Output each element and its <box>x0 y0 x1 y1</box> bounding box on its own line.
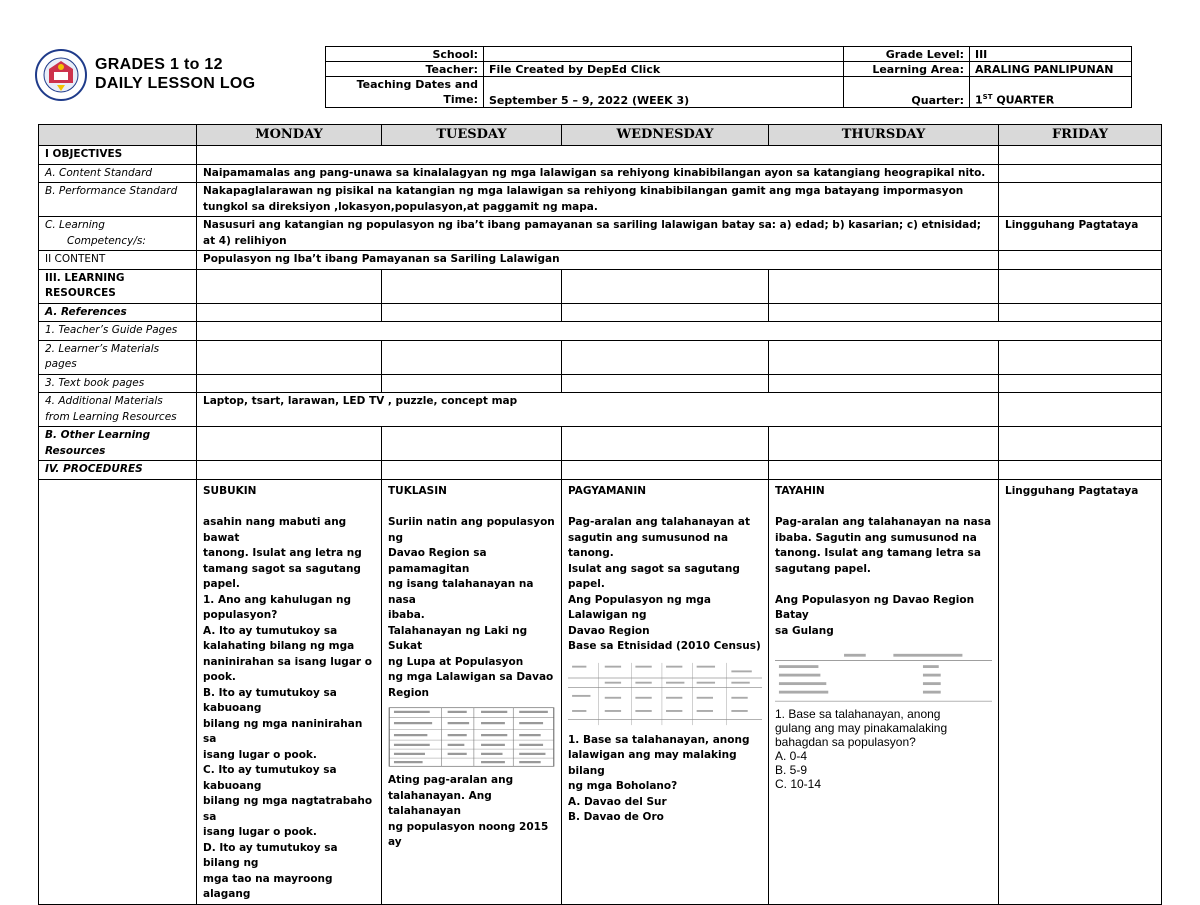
thursday-line: Pag-aralan ang talahanayan na nasa <box>775 516 992 528</box>
objectives-label: I OBJECTIVES <box>39 146 197 165</box>
content-standard-label: A. Content Standard <box>39 164 197 183</box>
tuesday-line: ng isang talahanayan na nasa <box>388 578 534 606</box>
monday-head: SUBUKIN <box>203 484 257 497</box>
thursday-after-lines <box>775 707 992 791</box>
tuesday-table-image <box>388 707 555 767</box>
quarter-word: QUARTER <box>992 94 1055 107</box>
cell <box>382 427 562 461</box>
cell <box>999 374 1162 393</box>
wednesday-after-lines <box>568 733 762 826</box>
wednesday-line: Ang Populasyon ng mga Lalawigan ng <box>568 593 711 621</box>
friday-cell <box>999 479 1162 904</box>
deped-seal-logo <box>35 45 87 105</box>
content-standard-row <box>39 164 1162 183</box>
day-thursday: THURSDAY <box>769 125 999 146</box>
additional-row <box>39 393 1162 427</box>
monday-line: kalahating bilang ng mga <box>203 640 355 652</box>
lesson-log-table <box>38 124 1162 905</box>
additional-label-1: 4. Additional Materials <box>45 395 163 407</box>
monday-line: mga tao na mayroong alagang <box>203 872 333 900</box>
content-label: II CONTENT <box>39 251 197 270</box>
textbook-row <box>39 374 1162 393</box>
tg-row <box>39 322 1162 341</box>
competency-text: Nasusuri ang katangian ng populasyon ng iba’t ibang pamayanan sa sariling lalawigan batay sa: a) edad; b) kasarian; c) etnisidad; at 4) relihiyon <box>197 217 999 251</box>
cell <box>769 374 999 393</box>
tuesday-line: Region <box>388 686 430 699</box>
tuesday-line: Davao Region sa pamamagitan <box>388 547 487 575</box>
textbook-label: 3. Text book pages <box>39 374 197 393</box>
competency-label-2: Competency/s: <box>67 234 146 247</box>
cell <box>382 340 562 374</box>
header-info-table <box>325 46 1132 108</box>
thursday-line: 1. Base sa talahanayan, anong <box>775 707 941 721</box>
day-tuesday: TUESDAY <box>382 125 562 146</box>
wednesday-head: PAGYAMANIN <box>568 484 647 497</box>
friday-head: Lingguhang Pagtataya <box>1005 484 1139 497</box>
content-text: Populasyon ng Iba’t ibang Pamayanan sa Sariling Lalawigan <box>197 251 999 270</box>
procedures-row <box>39 461 1162 480</box>
monday-line: tanong. Isulat ang letra ng <box>203 547 362 559</box>
monday-line: D. Ito ay tumutukoy sa bilang ng <box>203 841 338 869</box>
cell <box>197 374 382 393</box>
thursday-cell <box>769 479 999 904</box>
performance-standard-row <box>39 183 1162 217</box>
dates-label-2: Time: <box>443 93 478 106</box>
cell <box>562 269 769 303</box>
area-label: Learning Area: <box>844 62 970 77</box>
performance-standard-friday <box>999 183 1162 217</box>
competency-label <box>39 217 197 251</box>
performance-standard-text: Nakapaglalarawan ng pisikal na katangian ng mga lalawigan sa rehiyong kinabibilangan gamit ang mga batayang impormasyon tungkol sa direksiyon ,lokasyon,populasyon,at paggamit ng mapa. <box>197 183 999 217</box>
cell <box>769 340 999 374</box>
wednesday-line: B. Davao de Oro <box>568 811 664 823</box>
thursday-table-image <box>775 651 992 703</box>
thursday-line: tanong. Isulat ang tamang letra sa <box>775 547 981 559</box>
cell <box>999 393 1162 427</box>
wednesday-lines <box>568 515 762 655</box>
tuesday-cell <box>382 479 562 904</box>
quarter-num: 1 <box>975 94 983 107</box>
cell <box>382 461 562 480</box>
grade-value: III <box>970 47 1132 62</box>
thursday-line: A. 0-4 <box>775 749 808 763</box>
thursday-line: B. 5-9 <box>775 763 808 777</box>
grade-label: Grade Level: <box>844 47 970 62</box>
other-row <box>39 427 1162 461</box>
wednesday-line: Pag-aralan ang talahanayan at <box>568 516 751 528</box>
wednesday-line: lalawigan ang may malaking bilang <box>568 749 737 777</box>
dates-label <box>326 77 484 108</box>
procedures-blank <box>39 479 197 904</box>
cell <box>197 303 382 322</box>
dates-value: September 5 – 9, 2022 (WEEK 3) <box>484 77 844 108</box>
resources-row <box>39 269 1162 303</box>
tg-cell <box>197 322 1162 341</box>
tuesday-line: talahanayan. Ang talahanayan <box>388 789 492 817</box>
day-wednesday: WEDNESDAY <box>562 125 769 146</box>
dates-label-1: Teaching Dates and <box>356 78 478 91</box>
cell <box>382 269 562 303</box>
thursday-line: sagutang papel. <box>775 562 871 575</box>
thursday-line: sa Gulang <box>775 624 834 637</box>
other-label-2: Resources <box>45 444 106 457</box>
monday-lines <box>203 515 375 903</box>
tuesday-line: ibaba. <box>388 609 425 621</box>
area-value: ARALING PANLIPUNAN <box>970 62 1132 77</box>
cell <box>562 303 769 322</box>
other-label <box>39 427 197 461</box>
day-header-row <box>39 125 1162 146</box>
procedures-label: IV. PROCEDURES <box>39 461 197 480</box>
cell <box>197 340 382 374</box>
cell <box>562 374 769 393</box>
monday-line: tamang sagot sa sagutang papel. <box>203 562 361 590</box>
references-row <box>39 303 1162 322</box>
performance-standard-label: B. Performance Standard <box>39 183 197 217</box>
monday-cell <box>197 479 382 904</box>
cell <box>197 461 382 480</box>
cell <box>562 340 769 374</box>
thursday-line: ibaba. Sagutin ang sumusunod na <box>775 531 977 544</box>
day-monday: MONDAY <box>197 125 382 146</box>
monday-line: isang lugar o pook. <box>203 748 317 761</box>
day-friday: FRIDAY <box>999 125 1162 146</box>
lm-label-2: pages <box>45 358 77 370</box>
cell <box>197 269 382 303</box>
wednesday-line: 1. Base sa talahanayan, anong <box>568 733 750 746</box>
monday-line: isang lugar o pook. <box>203 826 317 838</box>
monday-line: C. Ito ay tumutukoy sa kabuoang <box>203 764 337 792</box>
cell <box>999 269 1162 303</box>
content-standard-friday <box>999 164 1162 183</box>
wednesday-line: A. Davao del Sur <box>568 795 667 808</box>
cell <box>769 269 999 303</box>
thursday-line: gulang ang may pinakamalaking <box>775 721 948 735</box>
objectives-row <box>39 146 1162 165</box>
thursday-head: TAYAHIN <box>775 484 825 497</box>
objectives-friday <box>999 146 1162 165</box>
quarter-value <box>970 77 1132 108</box>
quarter-label: Quarter: <box>844 77 970 108</box>
monday-line: bilang ng mga nagtatrabaho sa <box>203 795 373 823</box>
monday-line: A. Ito ay tumutukoy sa <box>203 624 338 637</box>
additional-label-2: from Learning Resources <box>45 410 177 423</box>
wednesday-line: Isulat ang sagot sa sagutang papel. <box>568 562 740 590</box>
monday-line: populasyon? <box>203 609 278 621</box>
wednesday-line: Davao Region <box>568 624 650 637</box>
cell <box>769 303 999 322</box>
additional-text: Laptop, tsart, larawan, LED TV , puzzle, concept map <box>197 393 999 427</box>
cell <box>999 427 1162 461</box>
monday-line: naninirahan sa isang lugar o <box>203 655 372 668</box>
lm-label-1: 2. Learner’s Materials <box>45 342 160 355</box>
additional-label <box>39 393 197 427</box>
teacher-label: Teacher: <box>326 62 484 77</box>
cell <box>562 461 769 480</box>
corner-cell <box>39 125 197 146</box>
cell <box>382 374 562 393</box>
competency-friday: Lingguhang Pagtataya <box>999 217 1162 251</box>
title-line-2: DAILY LESSON LOG <box>95 75 256 92</box>
tuesday-line: ng Lupa at Populasyon <box>388 655 524 668</box>
tuesday-line: ng populasyon noong 2015 ay <box>388 820 549 848</box>
monday-line: asahin nang mabuti ang bawat <box>203 516 347 544</box>
content-row <box>39 251 1162 270</box>
teacher-value: File Created by DepEd Click <box>484 62 844 77</box>
wednesday-cell <box>562 479 769 904</box>
tuesday-lines <box>388 515 555 701</box>
tuesday-line: Ating pag-aralan ang <box>388 774 514 786</box>
cell <box>769 427 999 461</box>
content-friday <box>999 251 1162 270</box>
page-title <box>95 55 255 93</box>
cell <box>562 427 769 461</box>
lm-row <box>39 340 1162 374</box>
thursday-line: C. 10-14 <box>775 777 822 791</box>
tuesday-head: TUKLASIN <box>388 484 447 497</box>
wednesday-line: ng mga Boholano? <box>568 780 678 792</box>
wednesday-line: sagutin ang sumusunod na tanong. <box>568 531 729 559</box>
title-line-1: GRADES 1 to 12 <box>95 56 223 73</box>
thursday-line <box>775 577 992 593</box>
monday-line: 1. Ano ang kahulugan ng <box>203 593 351 606</box>
cell <box>197 427 382 461</box>
cell <box>999 461 1162 480</box>
references-label: A. References <box>39 303 197 322</box>
thursday-line: Ang Populasyon ng Davao Region Batay <box>775 593 975 621</box>
competency-label-1: C. Learning <box>45 219 105 231</box>
cell <box>999 340 1162 374</box>
monday-line: pook. <box>203 671 236 683</box>
cell <box>382 303 562 322</box>
content-standard-text: Naipamamalas ang pang-unawa sa kinalalagyan ng mga lalawigan sa rehiyong kinabibilangan ayon sa katangiang heograpikal nito. <box>197 164 999 183</box>
school-label: School: <box>326 47 484 62</box>
procedures-content-row <box>39 479 1162 904</box>
quarter-sup: ST <box>982 93 993 102</box>
monday-line: bilang ng mga naninirahan sa <box>203 717 363 745</box>
cell <box>769 461 999 480</box>
tg-label: 1. Teacher’s Guide Pages <box>39 322 197 341</box>
lm-label <box>39 340 197 374</box>
school-value <box>484 47 844 62</box>
objectives-cell <box>197 146 999 165</box>
other-label-1: B. Other Learning <box>45 429 151 441</box>
tuesday-line: Suriin natin ang populasyon ng <box>388 516 555 544</box>
thursday-lines <box>775 515 992 639</box>
competency-row <box>39 217 1162 251</box>
wednesday-table-image <box>568 661 762 727</box>
tuesday-line: Talahanayan ng Laki ng Sukat <box>388 624 528 652</box>
thursday-line: bahagdan sa populasyon? <box>775 735 916 749</box>
cell <box>999 303 1162 322</box>
wednesday-line: Base sa Etnisidad (2010 Census) <box>568 640 761 652</box>
resources-label: III. LEARNING RESOURCES <box>39 269 197 303</box>
monday-line: B. Ito ay tumutukoy sa kabuoang <box>203 686 337 714</box>
tuesday-line: ng mga Lalawigan sa Davao <box>388 671 554 683</box>
